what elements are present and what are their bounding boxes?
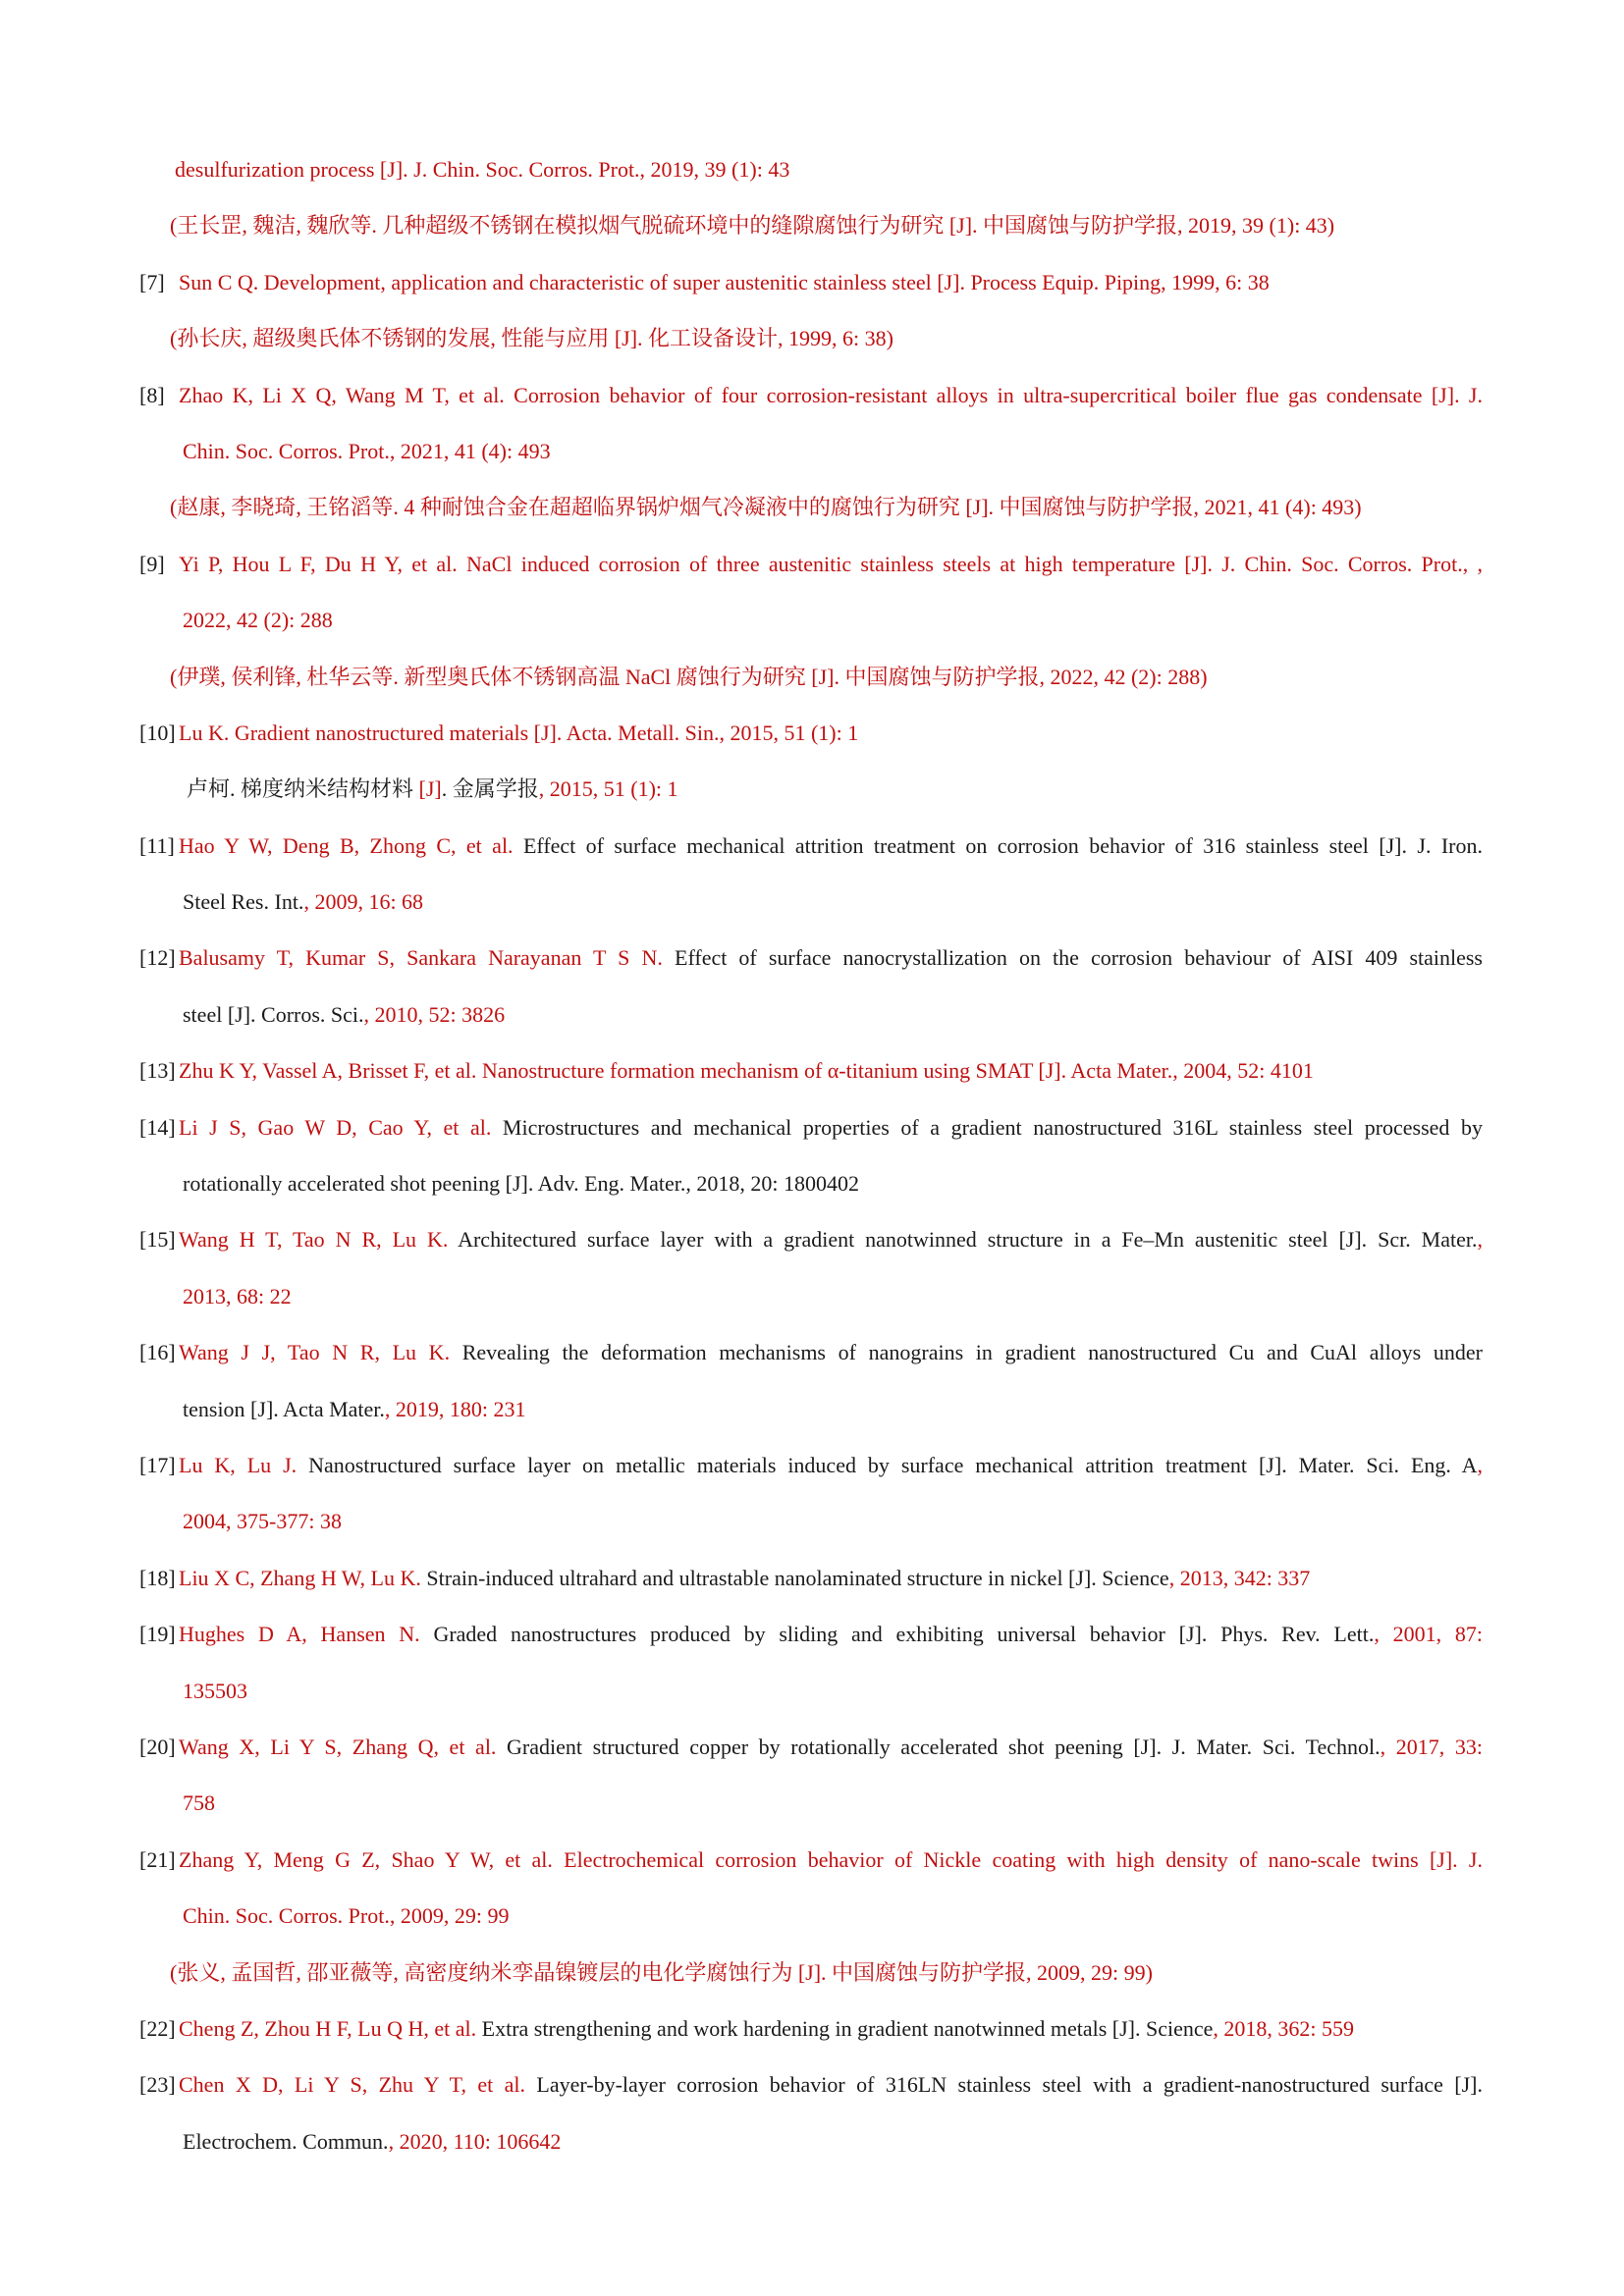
reference-text-segment: Yi P, Hou L F, Du H Y, et al. NaCl induced corrosion of three austenitic stainless steels at high temperature [J]. J. Chin. Soc. Corros. Prot., , xyxy=(179,551,1483,576)
reference-text-segment: Effect of surface mechanical attrition treatment on corrosion behavior of 316 stainless steel [J]. J. Iron. xyxy=(522,832,1483,858)
reference-text-segment: Revealing the deformation mechanisms of nanograins in gradient nanostructured Cu and CuAl alloys under xyxy=(461,1340,1483,1365)
reference-text-segment: Extra strengthening and work hardening in gradient nanotwinned metals [J]. Science xyxy=(481,2015,1214,2041)
ref-14-continuation-line xyxy=(139,1155,1483,1211)
references-list xyxy=(139,141,1483,2169)
reference-number: [13] xyxy=(139,1058,176,1084)
ref-8-line xyxy=(139,367,1483,423)
reference-number: [20] xyxy=(139,1734,176,1759)
reference-text-segment: Wang H T, Tao N R, Lu K. xyxy=(179,1227,459,1253)
reference-text-segment: (王长罡, 魏洁, 魏欣等. 几种超级不锈钢在模拟烟气脱硫环境中的缝隙腐蚀行为研究 [J]. 中国腐蚀与防护学报, 2019, 39 (1): 43) xyxy=(170,213,1335,239)
reference-text-segment: (赵康, 李晓琦, 王铭滔等. 4 种耐蚀合金在超超临界锅炉烟气冷凝液中的腐蚀行为研究 [J]. 中国腐蚀与防护学报, 2021, 41 (4): 493) xyxy=(170,495,1362,520)
ref-20-line xyxy=(139,1719,1483,1775)
ref-19-line xyxy=(139,1606,1483,1662)
ref-11-line xyxy=(139,818,1483,874)
reference-text-segment: Balusamy T, Kumar S, Sankara Narayanan T S N. xyxy=(179,945,675,971)
reference-text-segment: Li J S, Gao W D, Cao Y, et al. xyxy=(179,1114,503,1140)
reference-text-segment: Hao Y W, Deng B, Zhong C, et al. xyxy=(179,832,523,858)
reference-text-segment: (张义, 孟国哲, 邵亚薇等, 高密度纳米孪晶镍镀层的电化学腐蚀行为 [J]. 中国腐蚀与防护学报, 2009, 29: 99) xyxy=(170,1959,1153,1985)
reference-text-segment: , 2018, 362: 559 xyxy=(1213,2015,1355,2041)
ref-9-continuation-line xyxy=(139,592,1483,648)
reference-number: [14] xyxy=(139,1114,176,1140)
ref-6-chinese-line xyxy=(139,197,1483,253)
reference-text-segment: Strain-induced ultrahard and ultrastable nanolaminated structure in nickel [J]. Science xyxy=(426,1565,1169,1590)
ref-14-line xyxy=(139,1099,1483,1155)
ref-15-continuation-line xyxy=(139,1268,1483,1324)
reference-number: [18] xyxy=(139,1565,176,1590)
reference-text-segment: Graded nanostructures produced by sliding and exhibiting universal behavior [J]. Phys. Rev. Lett. xyxy=(433,1622,1375,1647)
ref-12-continuation-line xyxy=(139,987,1483,1042)
reference-text-segment: Microstructures and mechanical properties of a gradient nanostructured 316L stainless steel processed by xyxy=(502,1114,1483,1140)
ref-17-continuation-line xyxy=(139,1493,1483,1549)
ref-16-line xyxy=(139,1324,1483,1380)
reference-text-segment: Liu X C, Zhang H W, Lu K. xyxy=(179,1565,427,1590)
reference-text-segment: Zhang Y, Meng G Z, Shao Y W, et al. Electrochemical corrosion behavior of Nickle coating with high density of nano-scale twins [J]. J. xyxy=(179,1846,1483,1872)
ref-18-line xyxy=(139,1550,1483,1606)
ref-8-chinese-line xyxy=(139,479,1483,535)
ref-11-continuation-line xyxy=(139,874,1483,930)
reference-text-segment: 2013, 68: 22 xyxy=(183,1283,292,1308)
ref-13-line xyxy=(139,1042,1483,1098)
reference-text-segment: Lu K, Lu J. xyxy=(179,1452,309,1477)
ref-6-continuation-line xyxy=(139,141,1483,197)
reference-text-segment: Chin. Soc. Corros. Prot., 2021, 41 (4): 493 xyxy=(183,438,551,463)
ref-10-line xyxy=(139,705,1483,761)
reference-text-segment: Sun C Q. Development, application and characteristic of super austenitic stainless steel [J]. Process Equip. Piping, 1999, 6: 38 xyxy=(179,269,1270,294)
reference-text-segment: , 2017, 33: xyxy=(1380,1734,1483,1759)
ref-17-line xyxy=(139,1437,1483,1493)
reference-number: [21] xyxy=(139,1846,176,1872)
reference-number: [23] xyxy=(139,2072,176,2098)
reference-number: [9] xyxy=(139,551,165,576)
reference-text-segment: Chin. Soc. Corros. Prot., 2009, 29: 99 xyxy=(183,1903,510,1929)
reference-text-segment: , 2009, 16: 68 xyxy=(303,889,424,915)
reference-text-segment: 卢柯. 梯度纳米结构材料 xyxy=(187,776,419,802)
reference-text-segment: , 2020, 110: 106642 xyxy=(388,2128,562,2154)
reference-text-segment: Architectured surface layer with a gradient nanotwinned structure in a Fe–Mn austenitic steel [J]. Scr. Mater. xyxy=(458,1227,1478,1253)
reference-text-segment: Layer-by-layer corrosion behavior of 316LN stainless steel with a gradient-nanostructured surface [J]. xyxy=(536,2072,1483,2098)
reference-text-segment: Wang X, Li Y S, Zhang Q, et al. xyxy=(179,1734,508,1759)
reference-text-segment: , 2010, 52: 3826 xyxy=(363,1001,506,1027)
reference-text-segment: Hughes D A, Hansen N. xyxy=(179,1622,434,1647)
reference-number: [19] xyxy=(139,1622,176,1647)
ref-23-continuation-line xyxy=(139,2113,1483,2169)
reference-text-segment: Cheng Z, Zhou H F, Lu Q H, et al. xyxy=(179,2015,482,2041)
reference-text-segment: , xyxy=(1477,1227,1483,1253)
reference-number: [22] xyxy=(139,2015,176,2041)
reference-text-segment: 2004, 375-377: 38 xyxy=(183,1509,342,1534)
reference-text-segment: , 2019, 180: 231 xyxy=(384,1396,526,1421)
reference-text-segment: Zhu K Y, Vassel A, Brisset F, et al. Nanostructure formation mechanism of α-titanium using SMAT [J]. Acta Mater., 2004, 52: 4101 xyxy=(179,1058,1314,1084)
ref-21-line xyxy=(139,1832,1483,1888)
ref-7-line xyxy=(139,254,1483,310)
reference-text-segment: , 2001, 87: xyxy=(1374,1622,1483,1647)
reference-number: [8] xyxy=(139,382,165,407)
ref-16-continuation-line xyxy=(139,1381,1483,1437)
reference-text-segment: Wang J J, Tao N R, Lu K. xyxy=(179,1340,462,1365)
ref-23-line xyxy=(139,2056,1483,2112)
reference-text-segment: [J] xyxy=(418,776,442,802)
ref-21-chinese-line xyxy=(139,1945,1483,2001)
reference-text-segment: 2022, 42 (2): 288 xyxy=(183,608,333,633)
ref-19-continuation-line xyxy=(139,1663,1483,1719)
ref-12-line xyxy=(139,930,1483,986)
reference-number: [10] xyxy=(139,720,176,745)
reference-text-segment: Lu K. Gradient nanostructured materials [J]. Acta. Metall. Sin., 2015, 51 (1): 1 xyxy=(179,720,859,745)
reference-number: [12] xyxy=(139,945,176,971)
ref-22-line xyxy=(139,2001,1483,2056)
reference-text-segment: , xyxy=(1477,1452,1483,1477)
reference-text-segment: Chen X D, Li Y S, Zhu Y T, et al. xyxy=(179,2072,537,2098)
ref-9-line xyxy=(139,536,1483,592)
reference-text-segment: (伊璞, 侯利锋, 杜华云等. 新型奥氏体不锈钢高温 NaCl 腐蚀行为研究 [J]. 中国腐蚀与防护学报, 2022, 42 (2): 288) xyxy=(170,664,1208,689)
reference-number: [15] xyxy=(139,1227,176,1253)
reference-number: [11] xyxy=(139,832,175,858)
ref-21-continuation-line xyxy=(139,1888,1483,1944)
reference-text-segment: desulfurization process [J]. J. Chin. Soc. Corros. Prot., 2019, 39 (1): 43 xyxy=(175,157,790,182)
ref-20-continuation-line xyxy=(139,1775,1483,1831)
reference-text-segment: (孙长庆, 超级奥氏体不锈钢的发展, 性能与应用 [J]. 化工设备设计, 1999, 6: 38) xyxy=(170,326,893,351)
reference-text-segment: , 2015, 51 (1): 1 xyxy=(538,776,678,802)
ref-10-chinese-line xyxy=(139,761,1483,817)
ref-7-chinese-line xyxy=(139,310,1483,366)
reference-number: [7] xyxy=(139,269,165,294)
reference-text-segment: steel [J]. Corros. Sci. xyxy=(183,1001,364,1027)
reference-text-segment: Zhao K, Li X Q, Wang M T, et al. Corrosion behavior of four corrosion-resistant alloys in ultra-supercritical boiler flue gas condensate [J]. J. xyxy=(179,382,1483,407)
reference-text-segment: Gradient structured copper by rotationally accelerated shot peening [J]. J. Mater. Sci. Technol. xyxy=(507,1734,1380,1759)
reference-text-segment: 135503 xyxy=(183,1678,247,1703)
reference-text-segment: Steel Res. Int. xyxy=(183,889,304,915)
reference-number: [16] xyxy=(139,1340,176,1365)
reference-text-segment: . 金属学报 xyxy=(441,776,539,802)
reference-text-segment: Effect of surface nanocrystallization on the corrosion behaviour of AISI 409 stainless xyxy=(675,945,1483,971)
ref-15-line xyxy=(139,1211,1483,1267)
reference-number: [17] xyxy=(139,1452,176,1477)
reference-text-segment: 758 xyxy=(183,1790,215,1816)
ref-8-continuation-line xyxy=(139,423,1483,479)
ref-9-chinese-line xyxy=(139,649,1483,705)
reference-text-segment: , 2013, 342: 337 xyxy=(1168,1565,1311,1590)
reference-text-segment: rotationally accelerated shot peening [J]. Adv. Eng. Mater., 2018, 20: 1800402 xyxy=(183,1171,859,1197)
reference-text-segment: tension [J]. Acta Mater. xyxy=(183,1396,385,1421)
reference-text-segment: Nanostructured surface layer on metallic materials induced by surface mechanical attrition treatment [J]. Mater. Sci. Eng. A xyxy=(308,1452,1478,1477)
reference-text-segment: Electrochem. Commun. xyxy=(183,2128,389,2154)
